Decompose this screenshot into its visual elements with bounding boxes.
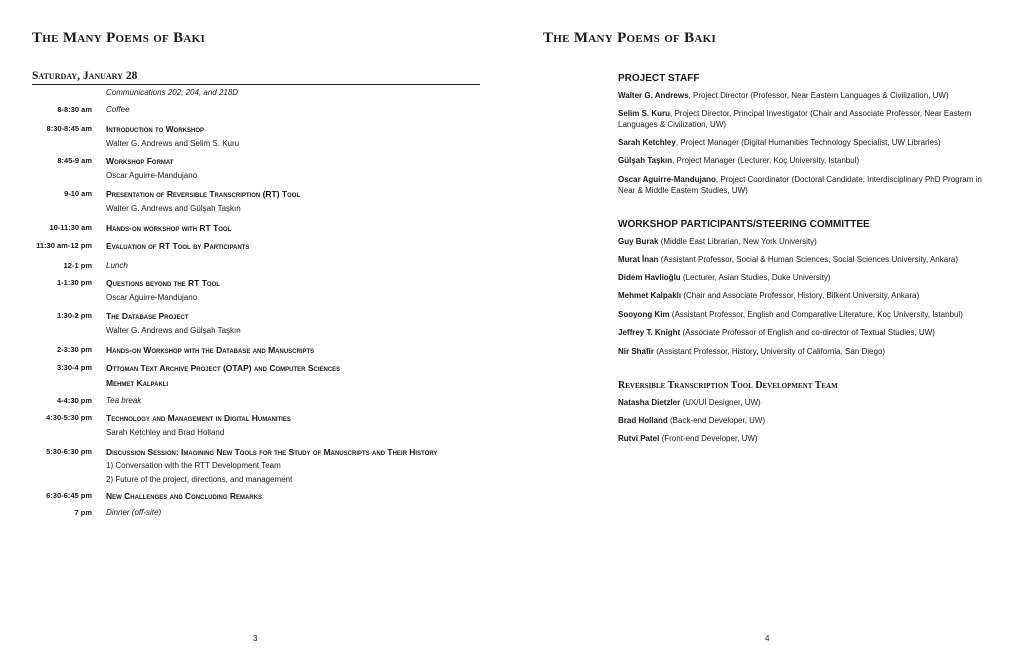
session-title: Evaluation of RT Tool by Participants (106, 241, 250, 251)
session-speakers: 2) Future of the project, directions, and management (106, 475, 293, 484)
schedule-time: 4:30-5:30 pm (46, 413, 92, 422)
session-title: Questions beyond the RT Tool (106, 278, 220, 288)
section-heading: WORKSHOP PARTICIPANTS/STEERING COMMITTEE (618, 219, 870, 230)
person-entry (618, 327, 998, 338)
session-note: Dinner (off-site) (106, 508, 162, 517)
session-speakers: Oscar Aguirre-Mandujano (106, 293, 198, 302)
person-name: Natasha Dietzler (618, 398, 681, 407)
session-title: Workshop Format (106, 156, 174, 166)
person-role: (Assistant Professor, English and Comparative Literature, Koç University, Istanbul) (669, 310, 963, 319)
person-role: (Chair and Associate Professor, History, Bilkent University, Ankara) (681, 291, 920, 300)
schedule-time: 10-11:30 am (49, 223, 92, 232)
person-name: Jeffrey T. Knight (618, 328, 681, 337)
page-header: The Many Poems of Baki (543, 30, 717, 46)
session-title: Introduction to Workshop (106, 124, 204, 134)
person-name: Didem Havlioğlu (618, 273, 681, 282)
person-entry (618, 309, 998, 320)
person-entry (618, 433, 998, 444)
person-name: Mehmet Kalpaklı (618, 291, 682, 300)
section-heading: Reversible Transcription Tool Development Team (618, 380, 838, 391)
person-name: Walter G. Andrews (618, 91, 689, 100)
person-name: Brad Holland (618, 416, 668, 425)
person-name: Oscar Aguirre-Mandujano (618, 175, 716, 184)
person-name: Selim S. Kuru (618, 109, 671, 118)
person-role: , Project Director, Principal Investigator (Chair and Associate Professor, Near Eastern Languages & Civilization, UW) (618, 109, 972, 129)
person-role: (Associate Professor of English and co-director of Textual Studies, UW) (680, 328, 935, 337)
person-role: (Back-end Developer, UW) (667, 416, 766, 425)
session-title: New Challenges and Concluding Remarks (106, 491, 262, 501)
person-name: Sarah Ketchley (618, 138, 676, 147)
person-name: Murat İnan (618, 255, 659, 264)
schedule-time: 3:30-4 pm (56, 363, 92, 372)
person-role: , Project Director (Professor, Near Eastern Languages & Civilization, UW) (688, 91, 949, 100)
person-entry (618, 290, 998, 301)
schedule-time: 4-4:30 pm (56, 396, 92, 405)
session-speakers: Walter G. Andrews and Gülşah Taşkın (106, 204, 241, 213)
person-role: (Lecturer, Asian Studies, Duke University) (680, 273, 831, 282)
person-entry (618, 90, 998, 101)
session-title: Technology and Management in Digital Humanities (106, 413, 291, 423)
person-role: , Project Manager (Digital Humanities Technology Specialist, UW Libraries) (675, 138, 941, 147)
person-entry (618, 254, 998, 265)
page-number: 4 (765, 634, 770, 643)
session-speakers: Walter G. Andrews and Selim S. Kuru (106, 139, 240, 148)
person-role: (Front-end Developer, UW) (659, 434, 758, 443)
session-note: Communications 202, 204, and 218D (106, 88, 239, 97)
person-role: (Assistant Professor, Social & Human Sciences, Social Sciences University, Ankara) (658, 255, 958, 264)
person-entry (618, 272, 998, 283)
session-note: Lunch (106, 261, 128, 270)
schedule-time: 12-1 pm (63, 261, 92, 270)
person-role: (Middle East Librarian, New York University) (658, 237, 817, 246)
right-page (512, 0, 1024, 663)
page-number: 3 (253, 634, 258, 643)
person-name: Nir Shafir (618, 347, 655, 356)
schedule-time: 1:30-2 pm (56, 311, 92, 320)
person-role: , Project Manager (Lecturer, Koç University, Istanbul) (672, 156, 860, 165)
person-role: , Project Coordinator (Doctoral Candidate, Interdisciplinary PhD Program in Near & Middle Eastern Studies, UW) (618, 175, 982, 195)
schedule-time: 7 pm (74, 508, 92, 517)
person-role: (Assistant Professor, History, University of California, San Diego) (654, 347, 886, 356)
session-speakers: Oscar Aguirre-Mandujano (106, 171, 198, 180)
page-header: The Many Poems of Baki (32, 30, 206, 46)
person-entry (618, 137, 998, 148)
session-title: The Database Project (106, 311, 189, 321)
heading-rule (32, 84, 480, 85)
person-entry (618, 236, 998, 247)
session-title: Hands-on Workshop with the Database and Manuscripts (106, 345, 315, 355)
session-note: Coffee (106, 105, 130, 114)
schedule-time: 2-3:30 pm (56, 345, 92, 354)
schedule-time: 6:30-6:45 pm (46, 491, 92, 500)
session-title: Presentation of Reversible Transcription (RT) Tool (106, 189, 301, 199)
person-entry (618, 346, 998, 357)
session-title: Mehmet Kalpakli (106, 378, 169, 388)
session-speakers: 1) Conversation with the RTT Development Team (106, 461, 281, 470)
section-heading: PROJECT STAFF (618, 73, 700, 84)
person-entry (618, 397, 998, 408)
schedule-time: 8:45-9 am (57, 156, 92, 165)
schedule-time: 8-8:30 am (57, 105, 92, 114)
person-entry (618, 155, 998, 166)
session-title: Ottoman Text Archive Project (OTAP) and Computer Sciences (106, 363, 341, 373)
person-name: Gülşah Taşkın (618, 156, 673, 165)
person-role: (UX/UI Designer, UW) (680, 398, 761, 407)
schedule-time: 8:30-8:45 am (46, 124, 92, 133)
session-title: Hands-on workshop with RT Tool (106, 223, 232, 233)
person-entry (618, 174, 998, 196)
schedule-time: 1-1:30 pm (56, 278, 92, 287)
session-note: Tea break (106, 396, 142, 405)
session-speakers: Walter G. Andrews and Gülşah Taşkın (106, 326, 241, 335)
person-name: Rutvi Patel (618, 434, 660, 443)
person-name: Guy Burak (618, 237, 659, 246)
session-title: Discussion Session: Imagining New Tools for the Study of Manuscripts and Their History (106, 447, 438, 457)
schedule-time: 9-10 am (64, 189, 92, 198)
person-entry (618, 415, 998, 426)
schedule-time: 11:30 am-12 pm (36, 241, 92, 250)
schedule-time: 5:30-6:30 pm (46, 447, 92, 456)
day-heading: Saturday, January 28 (32, 70, 138, 82)
session-speakers: Sarah Ketchley and Brad Holland (106, 428, 225, 437)
person-entry (618, 108, 998, 130)
person-name: Sooyong Kim (618, 310, 670, 319)
